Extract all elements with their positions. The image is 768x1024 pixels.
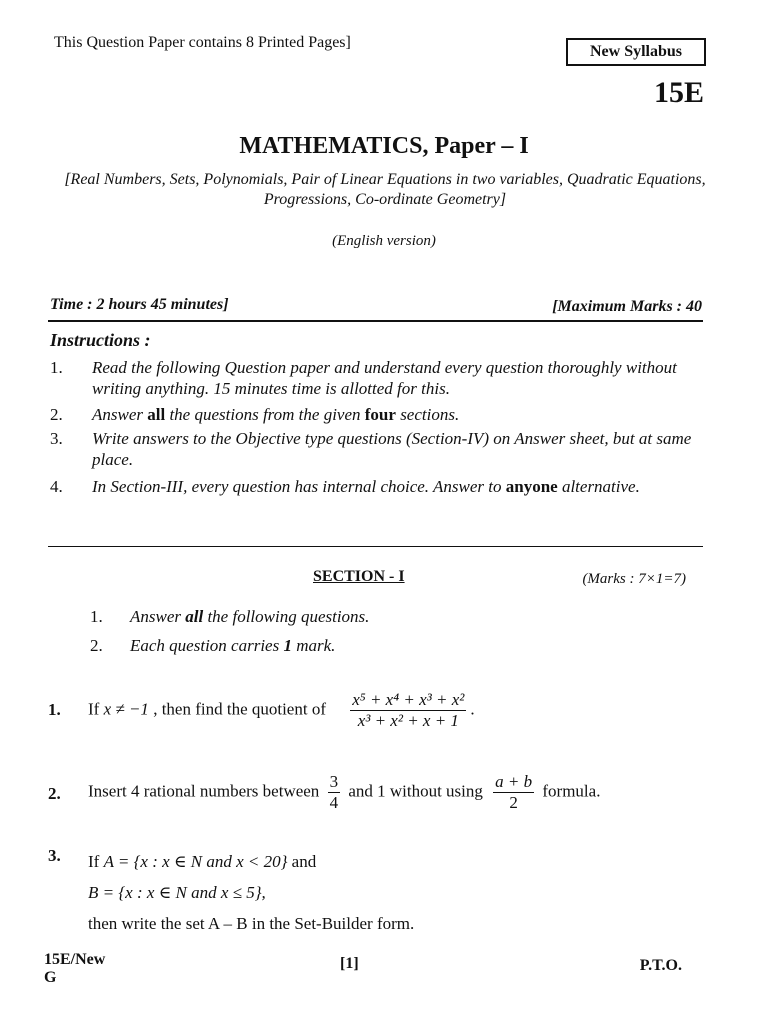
- footer-code: 15E/New G: [44, 951, 106, 986]
- question-number: 1.: [48, 700, 61, 719]
- instruction-number: 1.: [50, 358, 63, 377]
- instruction-text: Write answers to the Objective type questions (Section-IV) on Answer sheet, but at same place.: [92, 429, 692, 469]
- maximum-marks: [Maximum Marks : 40: [552, 298, 702, 315]
- question-number: 2.: [48, 784, 61, 803]
- paper-code: 15E: [653, 76, 704, 109]
- fraction-numerator: x⁵ + x⁴ + x³ + x²: [352, 690, 465, 709]
- question-1: 1. If x ≠ −1 , then find the quotient of $\frac{\text{x⁵ + x⁴ + x³ + x²}}{\text{x³ + x² + x + 1}}$ .: [48, 690, 475, 730]
- instruction-text: In Section-III, every question has internal choice. Answer to anyone alternative.: [92, 477, 640, 496]
- instruction-text: Answer all the questions from the given four sections.: [92, 405, 460, 424]
- pages-note: This Question Paper contains 8 Printed Pages]: [54, 34, 351, 51]
- question-number: 3.: [48, 846, 61, 865]
- instruction-number: 4.: [50, 477, 63, 496]
- instruction-item: [50, 404, 705, 425]
- time-allowed: Time : 2 hours 45 minutes]: [50, 296, 229, 313]
- question-2: 2. Insert 4 rational numbers between $\frac{3}{4}$ and 1 without using $\frac{a + b}{2}$ formula.: [48, 772, 601, 812]
- language-version: (English version): [332, 233, 436, 249]
- paper-topics: [Real Numbers, Sets, Polynomials, Pair of Linear Equations in two variables, Quadratic Equations, Progressions, Co-ordinate Geometry]: [64, 171, 706, 208]
- page-number: [1]: [340, 955, 359, 972]
- instruction-number: 3.: [50, 429, 63, 448]
- please-turn-over: P.T.O.: [639, 957, 682, 974]
- paper-title: MATHEMATICS, Paper – I: [239, 133, 529, 159]
- syllabus-badge: New Syllabus: [566, 38, 706, 66]
- section-marks: (Marks : 7×1=7): [582, 571, 686, 587]
- fraction-denominator: x³ + x² + x + 1: [357, 711, 459, 730]
- section-note: 2. Each question carries 1 mark.: [90, 636, 336, 655]
- divider-middle: [48, 546, 703, 547]
- section-note: 1. Answer all the following questions.: [90, 607, 370, 626]
- instruction-text: Read the following Question paper and understand every question thoroughly without writing anything. 15 minutes time is allotted for this.: [92, 358, 677, 398]
- instruction-item: [50, 476, 705, 497]
- instruction-number: 2.: [50, 405, 63, 424]
- instruction-item: [50, 357, 705, 399]
- divider-top: [48, 320, 703, 322]
- instruction-item: [50, 428, 705, 470]
- section-title: SECTION - I: [313, 568, 405, 585]
- question-3: 3. If A = {x : x ∈ N and x < 20} and B = {x : x ∈ N and x ≤ 5}, then write the set A – B in the Set-Builder form.: [48, 846, 415, 933]
- instructions-heading: Instructions :: [50, 330, 151, 350]
